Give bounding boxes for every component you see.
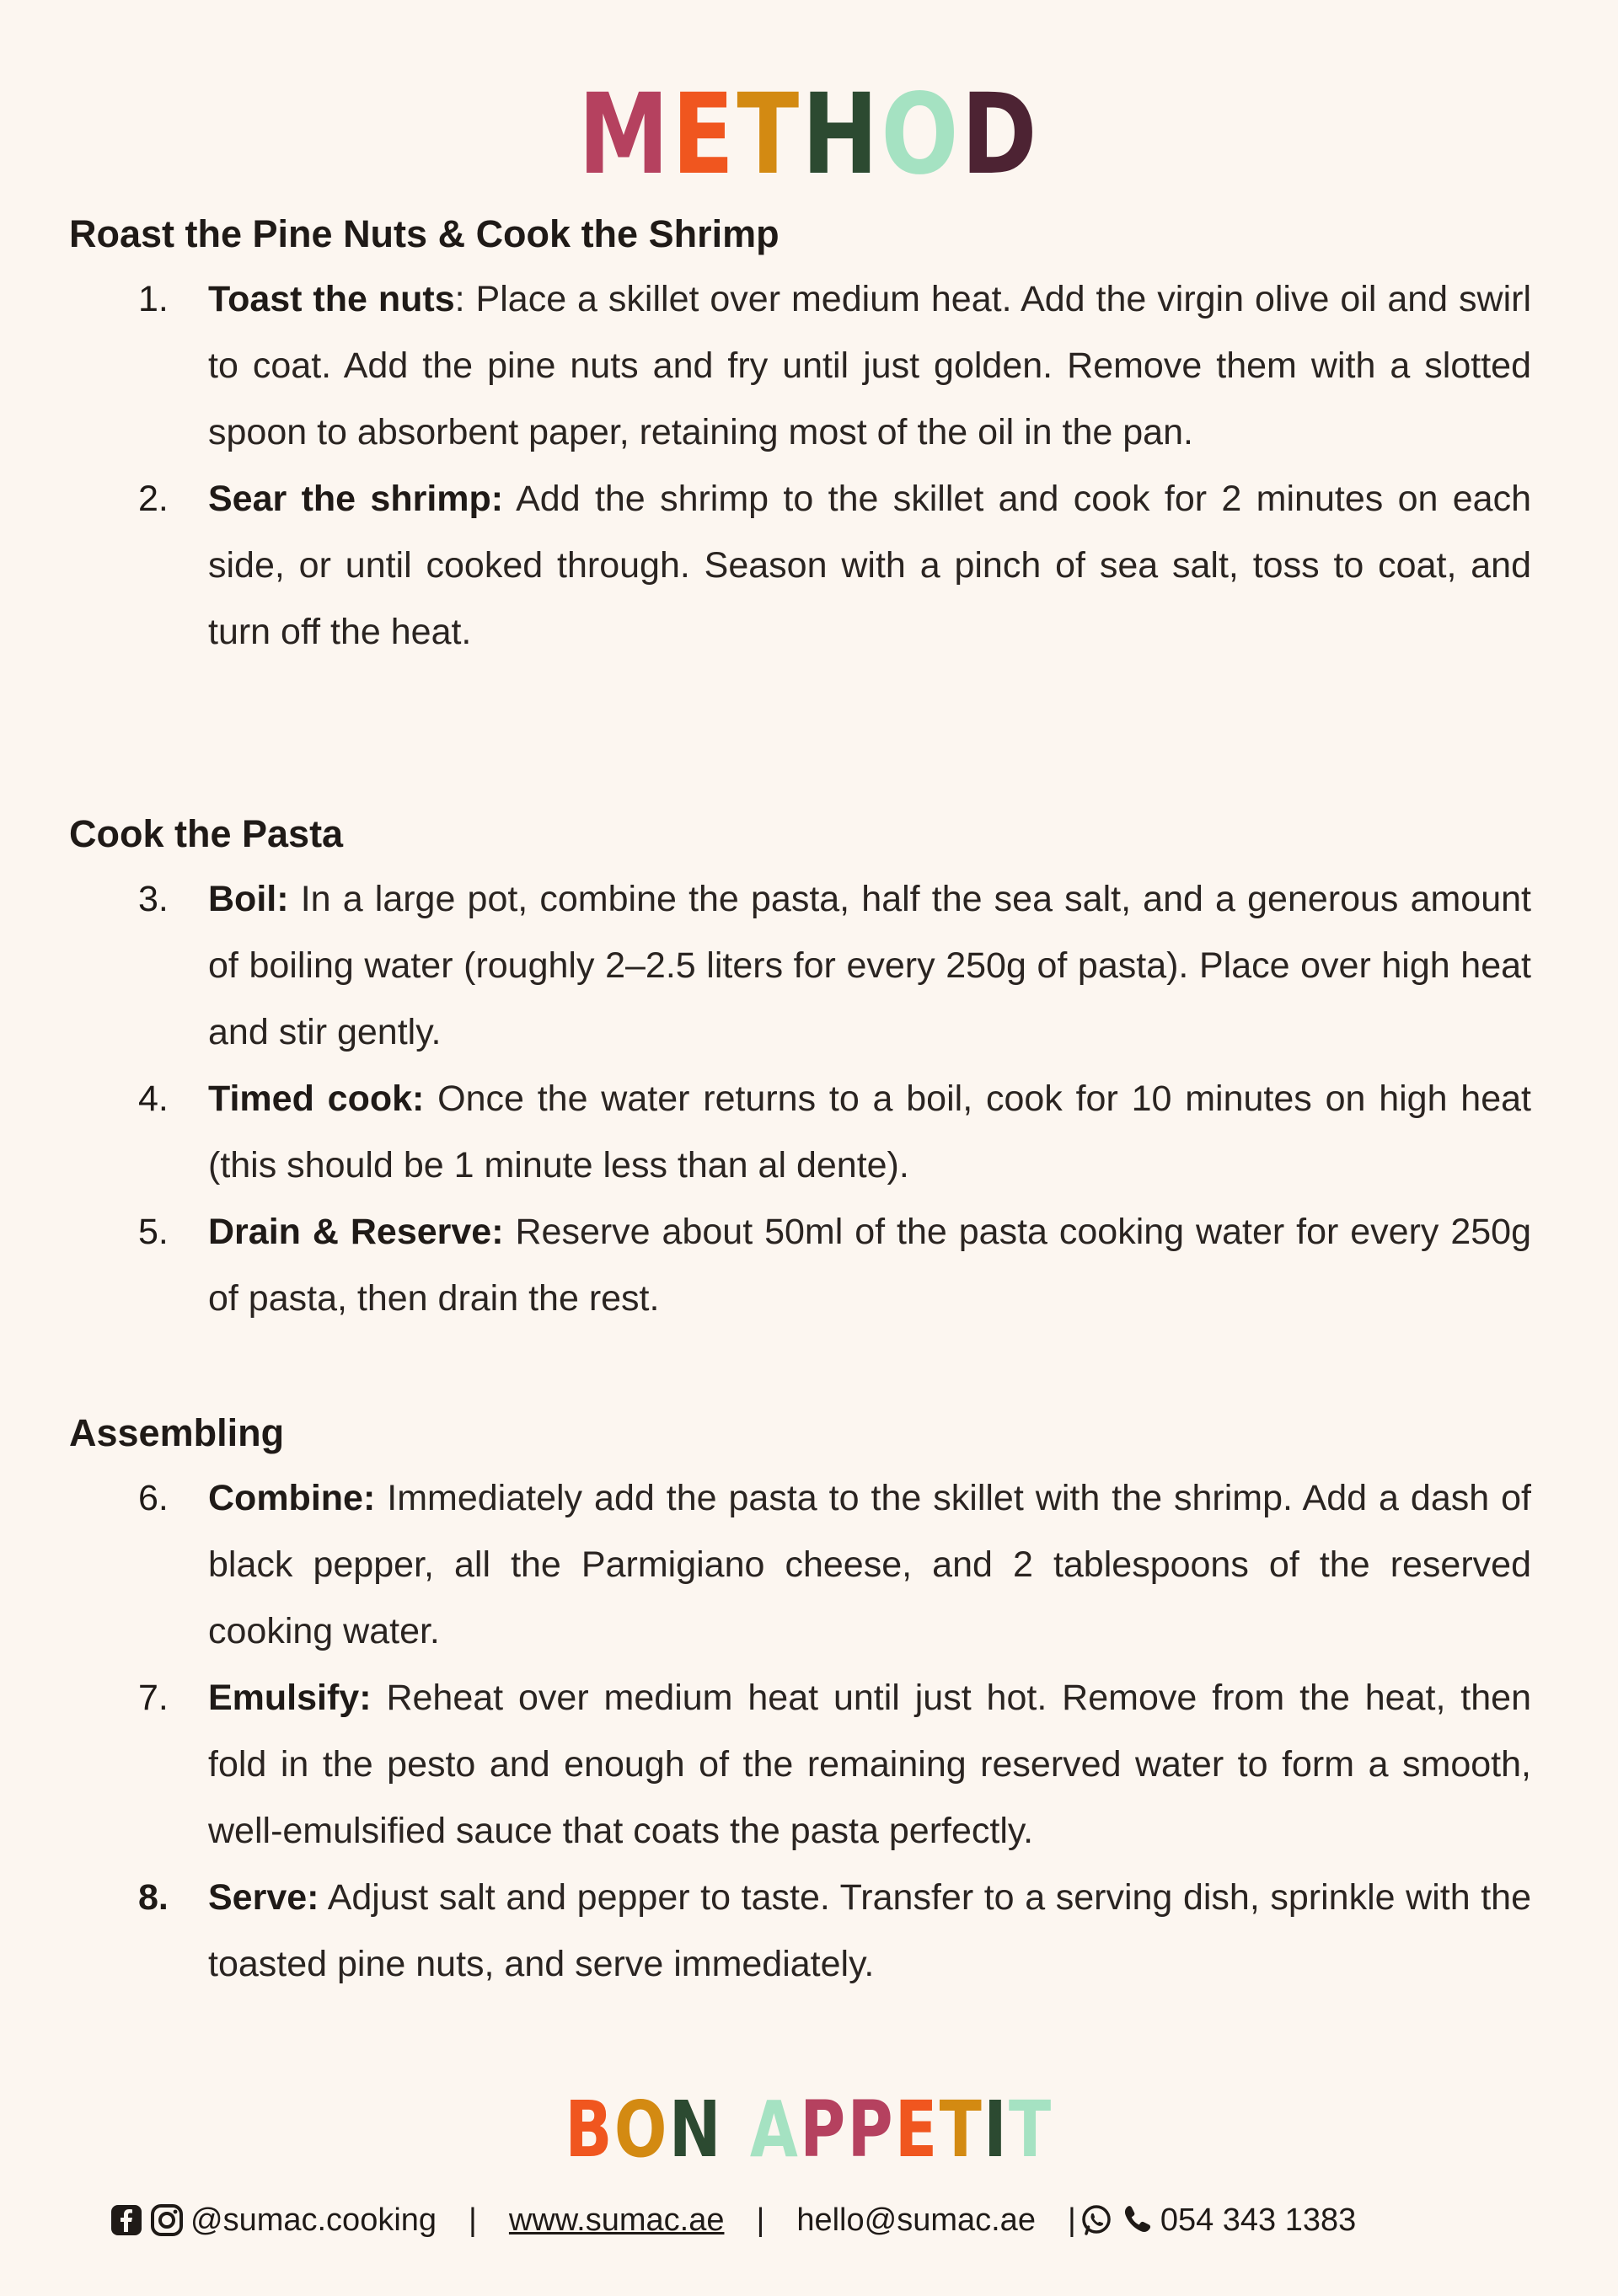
steps-list — [69, 266, 1531, 666]
step-item — [69, 1865, 1531, 1998]
section-roast-and-shrimp — [69, 211, 1531, 666]
title-letter: O — [881, 70, 962, 200]
whatsapp-icon[interactable] — [1080, 2203, 1113, 2237]
closing-letter: T — [939, 2085, 984, 2175]
step-number: 2. — [138, 479, 169, 519]
step-number: 3. — [138, 879, 169, 919]
step-number: 4. — [138, 1078, 169, 1119]
section-heading: Cook the Pasta — [69, 812, 344, 855]
step-body — [208, 866, 1531, 1066]
footer-separator: | — [1067, 2202, 1076, 2238]
section-heading: Roast the Pine Nuts & Cook the Shrimp — [69, 212, 780, 255]
website-link[interactable]: www.sumac.ae — [508, 2202, 725, 2238]
social-handle[interactable]: @sumac.cooking — [190, 2202, 437, 2238]
step-title: Timed cook: — [208, 1078, 425, 1119]
step-title: Serve: — [208, 1877, 319, 1918]
step-item — [69, 266, 1531, 466]
step-description: Adjust salt and pepper to taste. Transfer to a serving dish, sprinkle with the toasted pine nuts, and serve immediately. — [208, 1877, 1531, 1984]
step-body — [208, 1199, 1531, 1332]
section-heading: Assembling — [69, 1411, 285, 1454]
step-item — [69, 466, 1531, 666]
closing-letter: O — [613, 2085, 669, 2175]
step-description: Immediately add the pasta to the skillet with the shrimp. Add a dash of black pepper, all the Parmigiano cheese, and 2 tablespoons of the reserved cooking water. — [208, 1478, 1531, 1651]
step-title: Toast the nuts — [208, 279, 455, 319]
step-title: Sear the shrimp: — [208, 479, 504, 519]
step-body — [208, 1465, 1531, 1665]
step-description: Once the water returns to a boil, cook for 10 minutes on high heat (this should be 1 minute less than al dente). — [208, 1078, 1531, 1185]
footer-contact-bar — [110, 2195, 1356, 2245]
step-item — [69, 1665, 1531, 1865]
title-letter: T — [737, 70, 802, 200]
closing-letter: I — [983, 2085, 1009, 2175]
steps-list — [69, 1465, 1531, 1998]
step-number: 8. — [138, 1877, 169, 1918]
step-title: Combine: — [208, 1478, 376, 1518]
step-title: Boil: — [208, 879, 289, 919]
phone-icon[interactable] — [1120, 2203, 1154, 2237]
closing-letter: P — [800, 2085, 848, 2175]
step-item — [69, 1066, 1531, 1199]
step-item — [69, 1465, 1531, 1665]
email-address[interactable]: hello@sumac.ae — [796, 2202, 1036, 2238]
step-number: 6. — [138, 1478, 169, 1518]
step-title: Drain & Reserve: — [208, 1212, 504, 1252]
page-title-method — [146, 70, 1472, 200]
closing-letter: P — [847, 2085, 895, 2175]
closing-letter: T — [1009, 2085, 1053, 2175]
step-number: 7. — [138, 1678, 169, 1718]
step-item — [69, 866, 1531, 1066]
title-letter: H — [801, 70, 881, 200]
step-description: In a large pot, combine the pasta, half the sea salt, and a generous amount of boiling water (roughly 2–2.5 liters for every 250g of pasta). Place over high heat and stir gently. — [208, 879, 1531, 1052]
footer-separator: | — [756, 2202, 765, 2238]
closing-letter: A — [749, 2085, 801, 2175]
step-description: Reserve about 50ml of the pasta cooking water for every 250g of pasta, then drain the rest. — [208, 1212, 1531, 1319]
phone-number[interactable]: 054 343 1383 — [1160, 2202, 1357, 2238]
footer-separator: | — [469, 2202, 477, 2238]
step-body — [208, 1066, 1531, 1199]
step-title: Emulsify: — [208, 1678, 372, 1718]
section-cook-pasta — [69, 811, 1531, 1332]
closing-letter: E — [894, 2085, 940, 2175]
closing-letter: N — [668, 2085, 723, 2175]
bon-appetit-banner — [162, 2085, 1456, 2175]
closing-letter: B — [565, 2085, 614, 2175]
instagram-icon[interactable] — [150, 2203, 184, 2237]
step-description: Reheat over medium heat until just hot. Remove from the heat, then fold in the pesto and enough of the remaining reserved water to form a smooth, well-emulsified sauce that coats the pasta perfectly. — [208, 1678, 1531, 1851]
step-body — [208, 266, 1531, 466]
step-body — [208, 1865, 1531, 1998]
step-description: Add the shrimp to the skillet and cook for 2 minutes on each side, or until cooked through. Season with a pinch of sea salt, toss to coat, and turn off the heat. — [208, 479, 1531, 652]
title-letter: M — [578, 70, 672, 200]
title-letter: D — [961, 70, 1040, 200]
step-item — [69, 1199, 1531, 1332]
step-description: : Place a skillet over medium heat. Add the virgin olive oil and swirl to coat. Add the pine nuts and fry until just golden. Remove them with a slotted spoon to absorbent paper, retaining most of the oil in the pan. — [208, 279, 1531, 452]
title-letter: E — [672, 70, 737, 200]
step-number: 5. — [138, 1212, 169, 1252]
steps-list — [69, 866, 1531, 1332]
step-body — [208, 466, 1531, 666]
step-number: 1. — [138, 279, 169, 319]
section-assembling — [69, 1410, 1531, 1998]
facebook-icon[interactable] — [110, 2203, 143, 2237]
step-body — [208, 1665, 1531, 1865]
